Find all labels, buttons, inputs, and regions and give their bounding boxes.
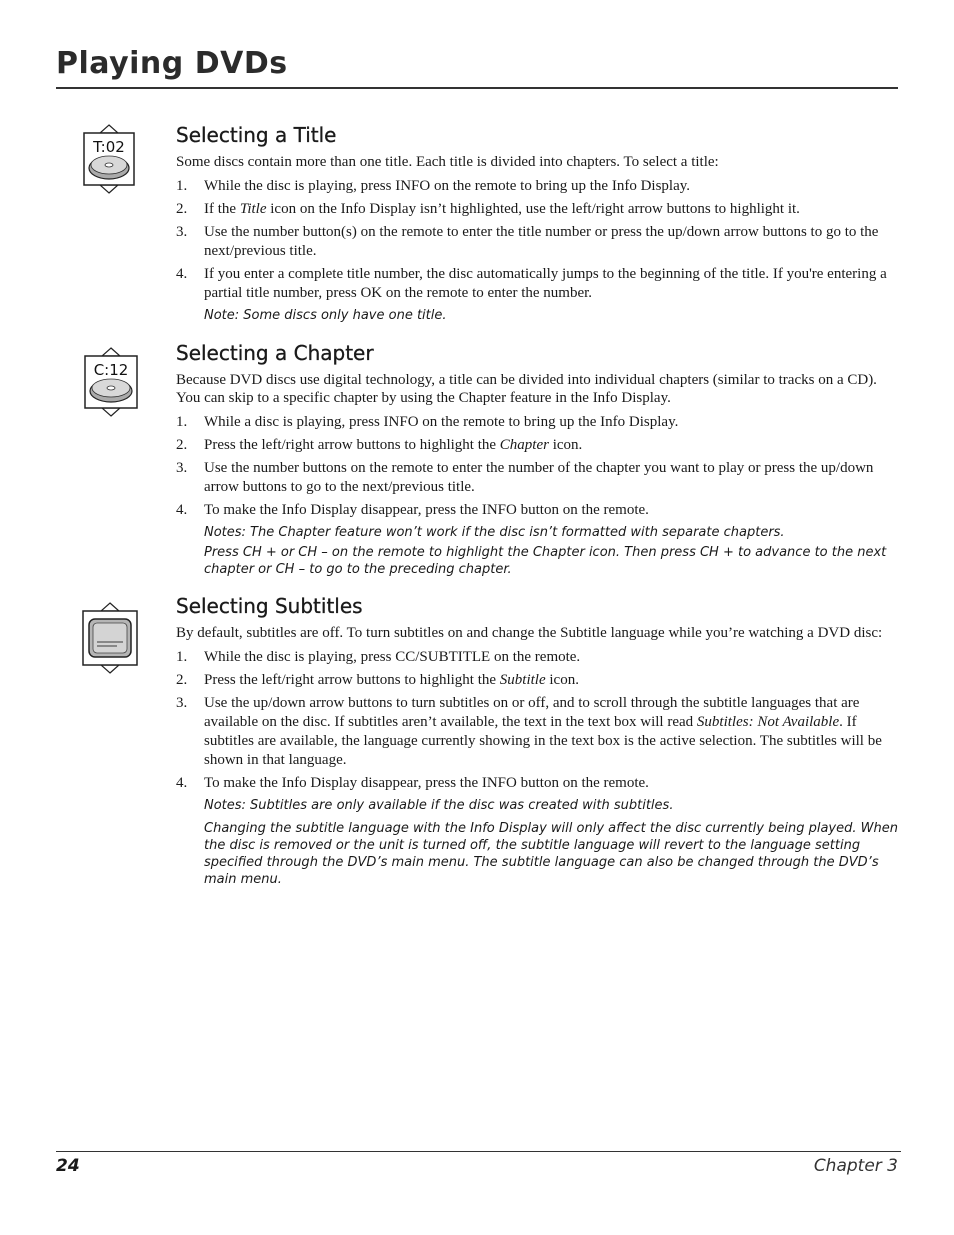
section-selecting-chapter bbox=[176, 341, 898, 578]
list-item: 4. To make the Info Display disappear, press the INFO button on the remote. bbox=[176, 775, 649, 791]
note: Changing the subtitle language with the Info Display will only affect the disc currently being played. When the disc is removed or the unit is turned off, the subtitle language will revert to the language setting specified through the DVD’s main menu. The subtitle language can also be changed through the DVD’s main menu. bbox=[204, 821, 898, 887]
title-divider bbox=[56, 87, 898, 89]
section-intro: Some discs contain more than one title. Each title is divided into chapters. To select a title: bbox=[176, 154, 719, 170]
page-title: Playing DVDs bbox=[56, 46, 288, 81]
list-item: 2. If the Title icon on the Info Display isn’t highlighted, use the left/right arrow buttons to highlight it. bbox=[176, 201, 800, 217]
section-intro: Because DVD discs use digital technology, a title can be divided into individual chapters (similar to tracks on a CD). You can skip to a specific chapter by using the Chapter feature in the Info Display. bbox=[176, 372, 877, 406]
list-item: 3. Use the up/down arrow buttons to turn subtitles on or off, and to scroll through the subtitle languages that are available on the disc. If subtitles aren’t available, the text in the text box will read Subtitles: Not Available. If subtitles are available, the language currently showing in the text box is the active selection. The subtitles will be shown in that language. bbox=[176, 695, 882, 768]
list-item: 2. Press the left/right arrow buttons to highlight the Chapter icon. bbox=[176, 437, 583, 453]
list-item: 1. While the disc is playing, press INFO on the remote to bring up the Info Display. bbox=[176, 178, 691, 194]
steps-list bbox=[176, 177, 898, 303]
chapter-disc-icon bbox=[82, 347, 140, 417]
note: Press CH + or CH – on the remote to highlight the Chapter icon. Then press CH + to advance to the next chapter or CH – to go to the preceding chapter. bbox=[204, 545, 887, 577]
chapter-label: Chapter 3 bbox=[813, 1156, 898, 1176]
list-item: 4. If you enter a complete title number, the disc automatically jumps to the beginning of the title. If you're entering a partial title number, press OK on the remote to enter the number. bbox=[176, 266, 887, 301]
list-item: 4. To make the Info Display disappear, press the INFO button on the remote. bbox=[176, 502, 649, 518]
list-item: 2. Press the left/right arrow buttons to highlight the Subtitle icon. bbox=[176, 672, 579, 688]
note: Notes: The Chapter feature won’t work if the disc isn’t formatted with separate chapters. bbox=[204, 525, 785, 540]
note: Note: Some discs only have one title. bbox=[204, 308, 447, 323]
list-item: 3. Use the number buttons on the remote to enter the number of the chapter you want to play or press the up/down arrow buttons to go to the next/previous title. bbox=[176, 460, 874, 495]
subtitle-screen-icon bbox=[82, 602, 138, 674]
list-item: 1. While a disc is playing, press INFO on the remote to bring up the Info Display. bbox=[176, 414, 679, 430]
section-heading: Selecting a Chapter bbox=[176, 341, 374, 365]
section-selecting-title bbox=[176, 123, 898, 324]
title-icon-label: T:02 bbox=[93, 138, 125, 156]
title-disc-icon bbox=[82, 124, 136, 194]
steps-list bbox=[176, 648, 898, 793]
list-item: 1. While the disc is playing, press CC/SUBTITLE on the remote. bbox=[176, 649, 581, 665]
page-number: 24 bbox=[56, 1156, 80, 1176]
section-heading: Selecting Subtitles bbox=[176, 594, 363, 618]
footer-divider bbox=[56, 1151, 901, 1152]
note: Notes: Subtitles are only available if the disc was created with subtitles. bbox=[204, 798, 674, 813]
section-heading: Selecting a Title bbox=[176, 123, 337, 147]
section-selecting-subtitles bbox=[176, 594, 898, 888]
section-intro: By default, subtitles are off. To turn subtitles on and change the Subtitle language while you’re watching a DVD disc: bbox=[176, 625, 883, 641]
chapter-icon-label: C:12 bbox=[93, 361, 129, 379]
steps-list bbox=[176, 413, 898, 520]
list-item: 3. Use the number button(s) on the remote to enter the title number or press the up/down arrow buttons to go to the next/previous title. bbox=[176, 224, 879, 259]
